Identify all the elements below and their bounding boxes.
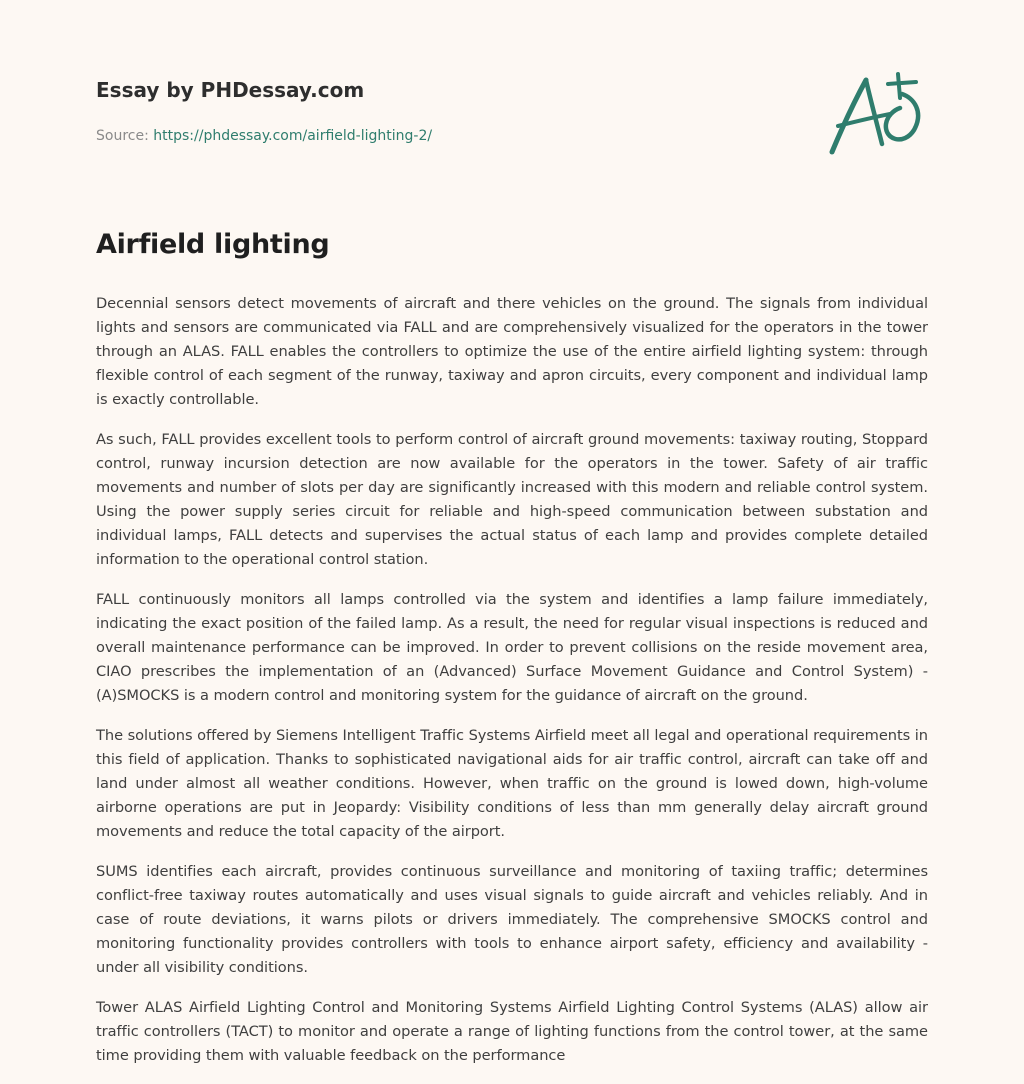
source-label: Source: xyxy=(96,128,154,144)
a-plus-grade-icon xyxy=(824,68,928,164)
essay-body xyxy=(96,226,928,1084)
paragraph: SUMS identifies each aircraft, provides continuous surveillance and monitoring of taxiing traffic; determines conflict-free taxiway routes automatically and uses visual signals to guide aircraft and vehicles reliably. And in case of route deviations, it warns pilots or drivers immediately. The comprehensive SMOCKS control and monitoring functionality provides controllers with tools to enhance airport safety, efficiency and availability - under all visibility conditions. xyxy=(96,863,928,976)
source-link[interactable]: https://phdessay.com/airfield-lighting-2/ xyxy=(153,128,433,144)
page-header xyxy=(96,76,928,176)
paragraph: The solutions offered by Siemens Intelligent Traffic Systems Airfield meet all legal and operational requirements in this field of application. Thanks to sophisticated navigational aids for air traffic control, aircraft can take off and land under almost all weather conditions. However, when traffic on the ground is lowed down, high-volume airborne operations are put in Jeopardy: Visibility conditions of less than mm generally delay aircraft ground movements and reduce the total capacity of the airport. xyxy=(96,727,928,840)
source-line xyxy=(96,126,928,146)
essay-title: Airfield lighting xyxy=(96,229,330,260)
paragraph: Tower ALAS Airfield Lighting Control and Monitoring Systems Airfield Lighting Control Systems (ALAS) allow air traffic controllers (TACT) to monitor and operate a range of lighting functions from the control tower, at the same time providing them with valuable feedback on the performance xyxy=(96,999,928,1064)
site-title: Essay by PHDessay.com xyxy=(96,78,365,102)
paragraph: FALL continuously monitors all lamps controlled via the system and identifies a lamp failure immediately, indicating the exact position of the failed lamp. As a result, the need for regular visual inspections is reduced and overall maintenance performance can be improved. In order to prevent collisions on the reside movement area, CIAO prescribes the implementation of an (Advanced) Surface Movement Guidance and Control System) - (A)SMOCKS is a modern control and monitoring system for the guidance of aircraft on the ground. xyxy=(96,591,928,704)
paragraph: As such, FALL provides excellent tools to perform control of aircraft ground movements: taxiway routing, Stoppard control, runway incursion detection are now available for the operators in the tower. Safety of air traffic movements and number of slots per day are significantly increased with this modern and reliable control system. Using the power supply series circuit for reliable and high-speed communication between substation and individual lamps, FALL detects and supervises the actual status of each lamp and provides complete detailed information to the operational control station. xyxy=(96,431,928,568)
paragraph: Decennial sensors detect movements of aircraft and there vehicles on the ground. The signals from individual lights and sensors are communicated via FALL and are comprehensively visualized for the operators in the tower through an ALAS. FALL enables the controllers to optimize the use of the entire airfield lighting system: through flexible control of each segment of the runway, taxiway and apron circuits, every component and individual lamp is exactly controllable. xyxy=(96,295,928,408)
